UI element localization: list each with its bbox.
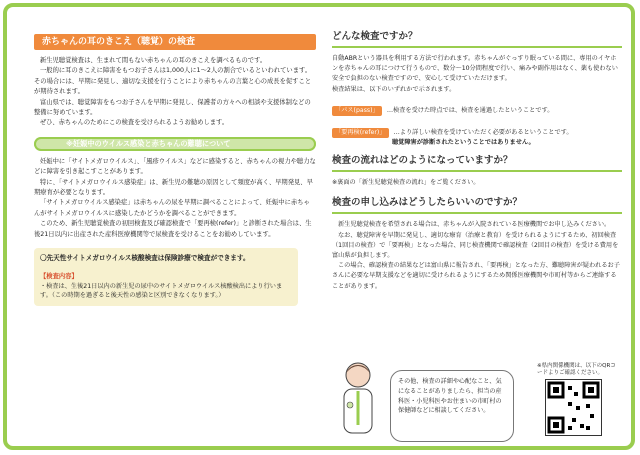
infection-heading: ※妊娠中のウイルス感染と赤ちゃんの難聴について xyxy=(34,137,316,151)
s2-divider xyxy=(332,170,622,172)
qr-code[interactable] xyxy=(545,379,602,436)
doctor-icon xyxy=(332,355,384,443)
s1-p1: 自動ABRという器具を利用する方法で行われます。赤ちゃんがぐっすり眠っている間に、専用のイヤホンを赤ちゃんの耳につけて行うもので、数分～10分間程度で行い、痛みや副作用はなく、薬も使わない安全で負担のない検査ですので、安心して受けていただけます。 xyxy=(332,55,618,83)
cmv-text: ・検査は、生後21日以内の新生児の尿中のサイトメガロウイルス核酸検出により行います。（この時期を過ぎると後天性の感染と区別できなくなります。） xyxy=(40,283,283,300)
s1-p2: 検査結果は、以下のいずれかで示されます。 xyxy=(332,85,456,93)
left-p2: 一般的に耳のきこえに障害をもつお子さんは1,000人に1～2人の割合でいるといわれています。その場合には、早期に発見し、適切な支援を行うことにより赤ちゃんの言葉と心の成長を促すことが期待されます。 xyxy=(34,67,312,96)
qr-icon xyxy=(546,380,601,435)
infection-p2: 特に、「サイトメガロウイルス感染症」は、新生児の難聴の原因として頻度が高く、早期発見、早期療育が必要となります。 xyxy=(34,178,313,197)
pass-text: …検査を受けた時点では、検査を通過したということです。 xyxy=(386,106,554,114)
left-column xyxy=(34,34,316,306)
s2-note: ※裏面の「新生児聴覚検査の流れ」をご覧ください。 xyxy=(332,179,480,187)
pass-row xyxy=(332,97,622,116)
s3-title: 検査の申し込みはどうしたらいいのですか？ xyxy=(332,197,523,209)
refer-tag: 「要再検(refer)」 xyxy=(332,128,389,138)
refer-bold: 聴覚障害が診断されたということではありません。 xyxy=(392,139,535,147)
consultation-speech-bubble: その他、検査の詳細や心配なこと、気になることがありましたら、担当の産科医・小児科医やお住まいの市町村の保健師などに相談してください。 xyxy=(390,370,514,442)
s3-p3: この場合、確認検査の結果などは富山県に報告され、「要再検」となった方、難聴障害が疑われるお子さんに必要な早期支援などを適切に受けられるようにするため関係医療機関や市町村等からご連絡することがあります。 xyxy=(332,262,620,290)
infection-p3: 「サイトメガロウイルス感染症」は赤ちゃんの尿を早期に調べることによって、妊娠中に赤ちゃんがサイトメガロウイルスに感染したかどうかを調べることができます。 xyxy=(34,199,310,217)
cmv-label: 【検査内容】 xyxy=(40,273,78,281)
qr-label: ※県内関係機関は、以下のQRコードよりご確認ください。 xyxy=(537,363,616,376)
s3-p1: 新生児聴覚検査を希望される場合は、赤ちゃんが入院されている医療機関でお申し込みください。 xyxy=(338,221,611,229)
refer-text: …より詳しい検査を受けていただく必要があるということです。 xyxy=(393,129,573,137)
right-column xyxy=(332,30,622,292)
s3-divider xyxy=(332,212,622,214)
doctor-illustration xyxy=(332,355,384,443)
infection-p1: 妊娠中に「サイトメガロウイルス」、「風疹ウイルス」などに感染すると、赤ちゃんの視力や聴力などに障害を引き起こすことがあります。 xyxy=(34,157,316,176)
s2-title: 検査の流れはどのようになっていますか？ xyxy=(332,155,513,167)
refer-row xyxy=(332,119,622,138)
infection-p4: このため、新生児聴覚検査の初回検査及び確認検査で「要再検(refer)」と診断された場合は、生後21日以内に出産された産科医療機関等で尿検査を受けることをお勧めしています。 xyxy=(34,220,312,238)
cmv-box xyxy=(34,248,298,306)
s3-p2: なお、聴覚障害を早期に発見し、適切な療育（治療と教育）を受けられるようにするため、初回検査（1回目の検査）で「要再検」となった場合、同じ検査機関で確認検査（2回目の検査）を受ける費用を富山県が負担します。 xyxy=(332,231,619,260)
cmv-title: 〇先天性サイトメガロウイルス核酸検査は保険診療で検査ができます。 xyxy=(40,254,250,263)
left-title-bar: 赤ちゃんの耳のきこえ（聴覚）の検査 xyxy=(34,34,316,50)
pass-tag: 「パス(pass)」 xyxy=(332,106,382,116)
left-p1: 新生児聴覚検査は、生まれて間もない赤ちゃんの耳のきこえを調べるものです。 xyxy=(40,57,267,64)
left-p4: ぜひ、赤ちゃんのためにこの検査を受けられるようお勧めします。 xyxy=(40,119,229,127)
s1-title: どんな検査ですか？ xyxy=(332,31,418,42)
left-p3: 富山県では、聴覚障害をもつお子さんを早期に発見し、保護者の方々への相談や支援体制などの整備に努めています。 xyxy=(34,98,311,117)
s1-divider xyxy=(332,46,622,48)
